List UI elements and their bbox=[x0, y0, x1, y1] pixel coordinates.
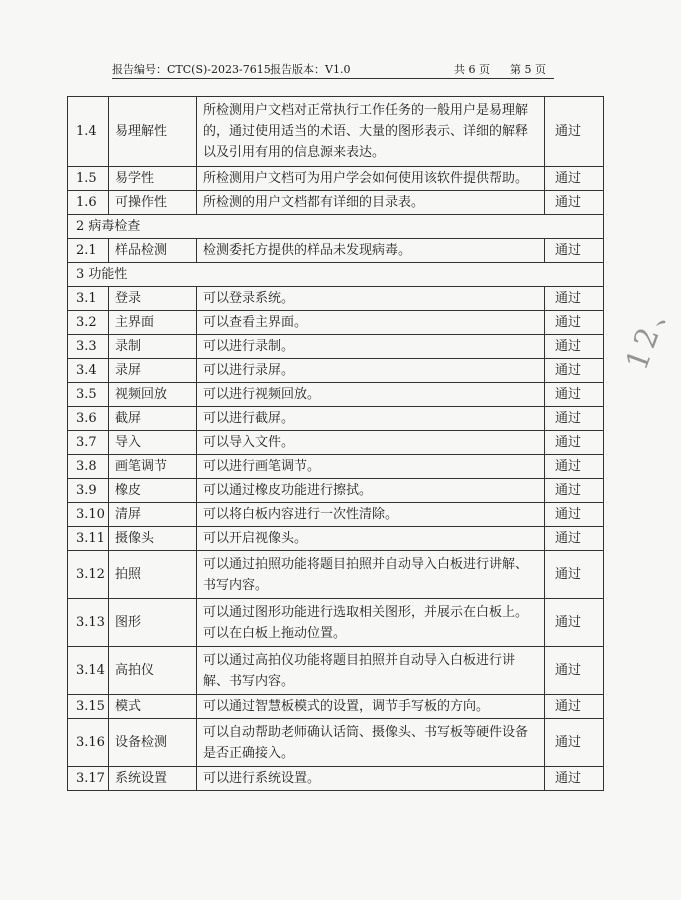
item-number: 3.7 bbox=[68, 431, 109, 455]
item-description: 所检测用户文档对正常执行工作任务的一般用户是易理解的，通过使用适当的术语、大量的图形表示、详细的解释以及引用有用的信息源来表达。 bbox=[197, 97, 545, 167]
item-description: 可以将白板内容进行一次性清除。 bbox=[197, 503, 545, 527]
item-description: 可以通过拍照功能将题目拍照并自动导入白板进行讲解、书写内容。 bbox=[197, 551, 545, 599]
item-number: 3.9 bbox=[68, 479, 109, 503]
item-result: 通过 bbox=[545, 287, 604, 311]
handwritten-margin-note: 12、 bbox=[619, 287, 680, 375]
item-description: 可以进行截屏。 bbox=[197, 407, 545, 431]
item-name: 图形 bbox=[109, 599, 197, 647]
table-row bbox=[68, 503, 604, 527]
item-name: 可操作性 bbox=[109, 191, 197, 215]
item-name: 摄像头 bbox=[109, 527, 197, 551]
item-result: 通过 bbox=[545, 551, 604, 599]
table-row bbox=[68, 239, 604, 263]
item-result: 通过 bbox=[545, 767, 604, 791]
item-name: 导入 bbox=[109, 431, 197, 455]
item-name: 画笔调节 bbox=[109, 455, 197, 479]
table-row bbox=[68, 455, 604, 479]
item-result: 通过 bbox=[545, 407, 604, 431]
table-row bbox=[68, 383, 604, 407]
item-description: 可以登录系统。 bbox=[197, 287, 545, 311]
item-name: 主界面 bbox=[109, 311, 197, 335]
item-name: 录屏 bbox=[109, 359, 197, 383]
item-number: 3.14 bbox=[68, 647, 109, 695]
item-number: 1.6 bbox=[68, 191, 109, 215]
table-row bbox=[68, 551, 604, 599]
item-result: 通过 bbox=[545, 455, 604, 479]
item-result: 通过 bbox=[545, 383, 604, 407]
item-description: 可以查看主界面。 bbox=[197, 311, 545, 335]
report-number: 报告编号：CTC(S)-2023-7615 bbox=[112, 63, 271, 76]
item-result: 通过 bbox=[545, 97, 604, 167]
item-name: 样品检测 bbox=[109, 239, 197, 263]
item-name: 录制 bbox=[109, 335, 197, 359]
table-row bbox=[68, 719, 604, 767]
item-result: 通过 bbox=[545, 479, 604, 503]
item-name: 拍照 bbox=[109, 551, 197, 599]
item-number: 3.4 bbox=[68, 359, 109, 383]
table-row bbox=[68, 335, 604, 359]
item-result: 通过 bbox=[545, 503, 604, 527]
table-row bbox=[68, 599, 604, 647]
item-name: 系统设置 bbox=[109, 767, 197, 791]
item-name: 橡皮 bbox=[109, 479, 197, 503]
item-number: 3.11 bbox=[68, 527, 109, 551]
item-description: 所检测的用户文档都有详细的目录表。 bbox=[197, 191, 545, 215]
table-row bbox=[68, 311, 604, 335]
item-result: 通过 bbox=[545, 719, 604, 767]
item-description: 所检测用户文档可为用户学会如何使用该软件提供帮助。 bbox=[197, 167, 545, 191]
table-row bbox=[68, 767, 604, 791]
item-number: 3.17 bbox=[68, 767, 109, 791]
item-description: 可以导入文件。 bbox=[197, 431, 545, 455]
item-description: 可以通过智慧板模式的设置，调节手写板的方向。 bbox=[197, 695, 545, 719]
item-description: 可以通过橡皮功能进行擦拭。 bbox=[197, 479, 545, 503]
table-row bbox=[68, 407, 604, 431]
table-row bbox=[68, 479, 604, 503]
item-description: 可以进行视频回放。 bbox=[197, 383, 545, 407]
item-number: 3.3 bbox=[68, 335, 109, 359]
item-result: 通过 bbox=[545, 311, 604, 335]
item-number: 3.15 bbox=[68, 695, 109, 719]
item-result: 通过 bbox=[545, 239, 604, 263]
table-row bbox=[68, 359, 604, 383]
table-row bbox=[68, 647, 604, 695]
item-description: 可以进行录屏。 bbox=[197, 359, 545, 383]
section-title: 3 功能性 bbox=[68, 263, 604, 287]
item-result: 通过 bbox=[545, 191, 604, 215]
item-number: 3.13 bbox=[68, 599, 109, 647]
item-number: 3.2 bbox=[68, 311, 109, 335]
item-number: 3.10 bbox=[68, 503, 109, 527]
item-description: 可以通过图形功能进行选取相关图形，并展示在白板上。可以在白板上拖动位置。 bbox=[197, 599, 545, 647]
item-description: 检测委托方提供的样品未发现病毒。 bbox=[197, 239, 545, 263]
item-result: 通过 bbox=[545, 599, 604, 647]
item-name: 高拍仪 bbox=[109, 647, 197, 695]
item-result: 通过 bbox=[545, 335, 604, 359]
item-number: 3.16 bbox=[68, 719, 109, 767]
table-row bbox=[68, 695, 604, 719]
table-row bbox=[68, 97, 604, 167]
page-header bbox=[112, 56, 554, 79]
item-number: 2.1 bbox=[68, 239, 109, 263]
item-name: 易学性 bbox=[109, 167, 197, 191]
section-row bbox=[68, 263, 604, 287]
item-number: 1.4 bbox=[68, 97, 109, 167]
table-row bbox=[68, 431, 604, 455]
item-result: 通过 bbox=[545, 647, 604, 695]
item-name: 截屏 bbox=[109, 407, 197, 431]
item-name: 登录 bbox=[109, 287, 197, 311]
item-name: 视频回放 bbox=[109, 383, 197, 407]
item-description: 可以进行系统设置。 bbox=[197, 767, 545, 791]
item-number: 3.1 bbox=[68, 287, 109, 311]
item-name: 模式 bbox=[109, 695, 197, 719]
item-number: 1.5 bbox=[68, 167, 109, 191]
report-version: 报告版本：V1.0 bbox=[270, 63, 351, 76]
table-row bbox=[68, 167, 604, 191]
item-description: 可以进行画笔调节。 bbox=[197, 455, 545, 479]
item-result: 通过 bbox=[545, 695, 604, 719]
item-description: 可以开启视像头。 bbox=[197, 527, 545, 551]
item-number: 3.12 bbox=[68, 551, 109, 599]
item-name: 清屏 bbox=[109, 503, 197, 527]
item-description: 可以通过高拍仪功能将题目拍照并自动导入白板进行讲解、书写内容。 bbox=[197, 647, 545, 695]
item-result: 通过 bbox=[545, 167, 604, 191]
page-number: 第 5 页 bbox=[510, 63, 546, 76]
total-pages: 共 6 页 bbox=[454, 63, 490, 76]
item-description: 可以自动帮助老师确认话筒、摄像头、书写板等硬件设备是否正确接入。 bbox=[197, 719, 545, 767]
item-description: 可以进行录制。 bbox=[197, 335, 545, 359]
table-row bbox=[68, 527, 604, 551]
table-row bbox=[68, 287, 604, 311]
item-number: 3.8 bbox=[68, 455, 109, 479]
test-results-table bbox=[67, 96, 604, 791]
item-result: 通过 bbox=[545, 431, 604, 455]
item-name: 易理解性 bbox=[109, 97, 197, 167]
section-title: 2 病毒检查 bbox=[68, 215, 604, 239]
item-result: 通过 bbox=[545, 527, 604, 551]
item-result: 通过 bbox=[545, 359, 604, 383]
item-number: 3.5 bbox=[68, 383, 109, 407]
item-name: 设备检测 bbox=[109, 719, 197, 767]
section-row bbox=[68, 215, 604, 239]
table-row bbox=[68, 191, 604, 215]
item-number: 3.6 bbox=[68, 407, 109, 431]
